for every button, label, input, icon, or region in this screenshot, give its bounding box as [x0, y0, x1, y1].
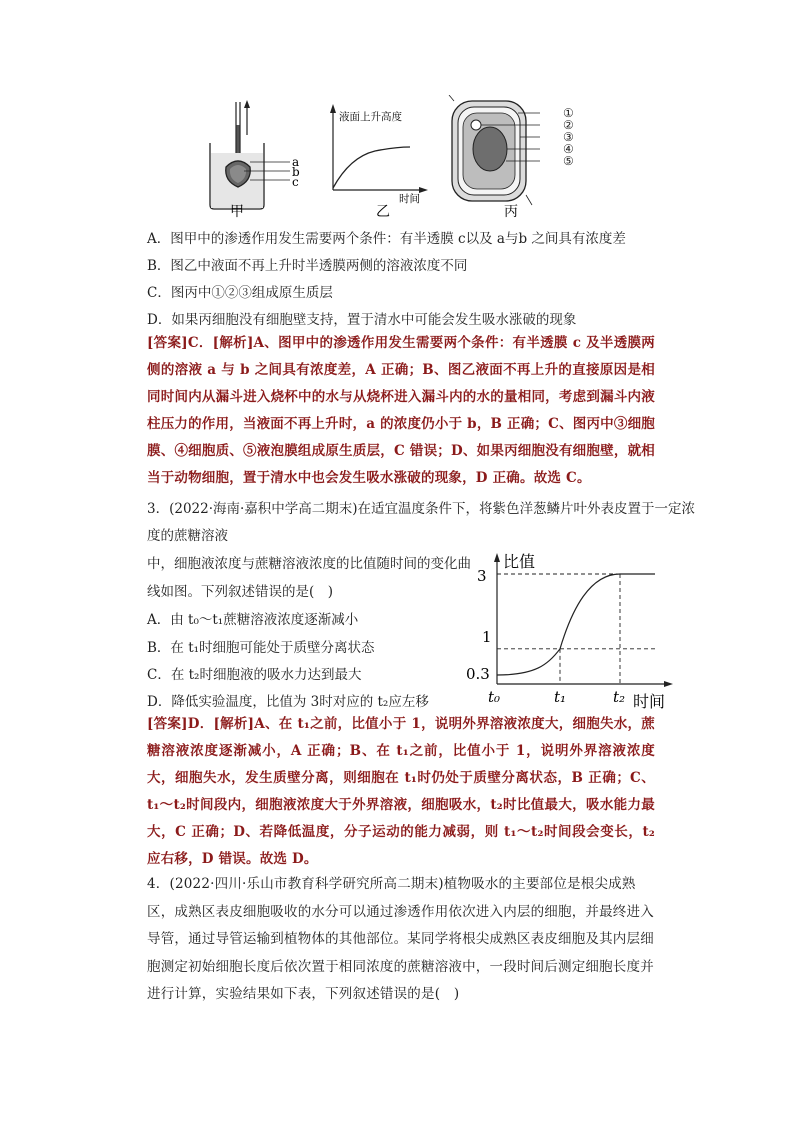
q3-stem-line3: 中，细胞液浓度与蔗糖溶液浓度的比值随时间的变化曲	[147, 556, 471, 572]
y-tick-0-3: 0.3	[466, 665, 490, 683]
figure-label-jia: 甲	[230, 204, 244, 220]
figure-label-bing: 丙	[504, 204, 518, 220]
figure-osmosis	[200, 95, 540, 220]
q3-stem-line1: 3．(2022·海南·嘉积中学高二期末)在适宜温度条件下，将紫色洋葱鳞片叶外表皮置于一定浓	[147, 501, 696, 517]
beaker-label-a: a	[292, 155, 300, 169]
y-axis-arrow	[494, 553, 500, 562]
y-tick-1: 1	[482, 628, 492, 646]
figure-label-yi: 乙	[376, 204, 390, 220]
q2-option-d: D．如果丙细胞没有细胞壁支持，置于清水中可能会发生吸水涨破的现象	[147, 312, 577, 328]
beaker-label-b: b	[292, 165, 300, 179]
q3-option-b: B．在 t₁时细胞可能处于质壁分离状态	[147, 640, 375, 656]
q4-stem: 4．(2022·四川·乐山市教育科学研究所高二期末)植物吸水的主要部位是根尖成熟区，成熟区表皮细胞吸收的水分可以通过渗透作用依次进入内层的细胞，并最终进入导管，通过导管运输到植物体的其他部位。某同学将根尖成熟区表皮细胞及其内层细胞测定初始细胞长度后依次置于相同浓度的蔗糖溶液中，一段时间后测定细胞长度并进行计算，实验结果如下表，下列叙述错误的是( )	[147, 876, 654, 1002]
cell-label-3: ③	[563, 130, 574, 144]
cell-label-2: ②	[563, 118, 574, 132]
y-axis-label: 比值	[503, 552, 536, 571]
beaker-label-c: c	[292, 175, 299, 189]
q3-answer: [答案]D．[解析]A、在 t₁之前，比值小于 1，说明外界溶液浓度大，细胞失水，蔗糖溶液浓度逐渐减小，A 正确；B、在 t₁之前，比值小于 1，说明外界溶液浓度大，细胞失水，发生质壁分离，则细胞在 t₁时仍处于质壁分离状态，B 正确；C、t₁～t₂时间段内，细胞液浓度大于外界溶液，细胞吸水，t₂时比值最大，吸水能力最大，C 正确；D、若降低温度，分子运动的能力减弱，则 t₁～t₂时间段会变长，t₂应右移，D 错误。故选 D。	[147, 716, 655, 867]
q2-option-c: C．图丙中①②③组成原生质层	[147, 285, 333, 301]
x-axis-label: 时间	[633, 692, 666, 711]
plant-cell-diagram	[449, 95, 540, 205]
cell-label-1: ①	[563, 106, 574, 120]
q3-option-d: D．降低实验温度，比值为 3时对应的 t₂应左移	[147, 694, 429, 710]
cell-label-5: ⑤	[563, 154, 574, 168]
graph-ylabel: 液面上升高度	[339, 111, 402, 123]
x-tick-t1: t₁	[554, 688, 567, 706]
q3-stem-line4: 线如图。下列叙述错误的是( )	[147, 584, 334, 600]
chart-guides	[497, 574, 655, 684]
q2-option-a: A．图甲中的渗透作用发生需要两个条件：有半透膜 c以及 a与b 之间具有浓度差	[147, 231, 626, 247]
q3-option-c: C．在 t₂时细胞液的吸水力达到最大	[147, 667, 362, 683]
x-tick-t0: t₀	[488, 688, 501, 706]
ratio-curve	[497, 574, 655, 675]
beaker-diagram	[210, 100, 290, 209]
q2-answer: [答案]C．[解析]A、图甲中的渗透作用发生需要两个条件：有半透膜 c 及半透膜两侧的溶液 a 与 b 之间具有浓度差，A 正确；B、图乙液面不再上升的直接原因是相同时间内从漏斗进入烧杯中的水与从烧杯进入漏斗内的水的量相同，考虑到漏斗内液柱压力的作用，当液面不再上升时，a 的浓度仍小于 b，B 正确；C、图丙中③细胞膜、④细胞质、⑤液泡膜组成原生质层，C 错误；D、如果丙细胞没有细胞壁，就相当于动物细胞，置于清水中也会发生吸水涨破的现象，D 正确。故选 C。	[147, 335, 655, 486]
q3-stem-line2: 度的蔗糖溶液	[147, 528, 228, 544]
ratio-chart	[460, 548, 680, 713]
x-tick-t2: t₂	[613, 688, 626, 706]
cell-label-4: ④	[563, 142, 574, 156]
q3-option-a: A．由 t₀～t₁蔗糖溶液浓度逐渐减小	[147, 612, 359, 628]
q2-option-b: B．图乙中液面不再上升时半透膜两侧的溶液浓度不同	[147, 258, 468, 274]
y-tick-3: 3	[477, 567, 487, 585]
graph-xlabel: 时间	[399, 193, 420, 205]
x-axis-arrow	[664, 681, 673, 687]
